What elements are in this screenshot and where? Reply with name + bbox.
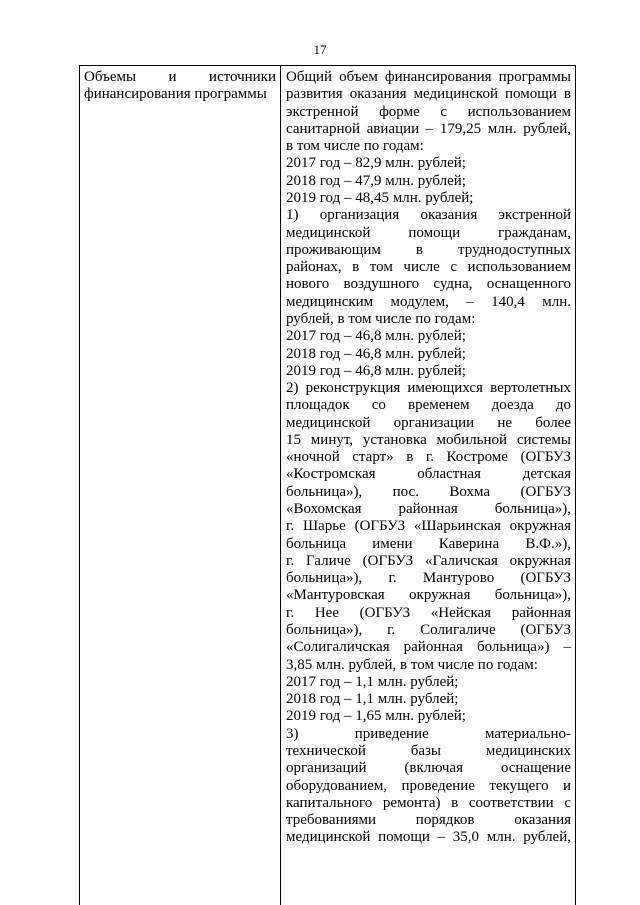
right-cell-line: «Мантуровская окружная больница»),	[286, 587, 571, 604]
right-cell-line: 3,85 млн. рублей, в том числе по годам:	[286, 656, 538, 673]
right-cell-line: требованиями порядков оказания	[286, 812, 571, 829]
right-cell-line: 2018 год – 1,1 млн. рублей;	[286, 691, 459, 708]
right-cell-line: 2019 год – 46,8 млн. рублей;	[286, 362, 466, 379]
right-cell-line: 2017 год – 1,1 млн. рублей;	[286, 673, 459, 690]
page-number: 17	[313, 42, 327, 57]
right-cell-line: «Солигаличская районная больница») –	[286, 639, 571, 656]
right-cell-line: 2017 год – 82,9 млн. рублей;	[286, 155, 466, 172]
right-cell-line: 3) приведение материально-	[286, 725, 571, 742]
right-cell-line: 15 минут, установка мобильной системы	[286, 431, 571, 448]
right-cell-line: «ночной старт» в г. Костроме (ОГБУЗ	[286, 449, 571, 466]
right-cell-line: «Вохомская районная больница»),	[286, 501, 571, 518]
right-cell-line: районах, в том числе с использованием	[286, 259, 571, 276]
right-cell-line: проживающим в труднодоступных	[286, 241, 571, 258]
right-cell-line: технической базы медицинских	[286, 742, 571, 759]
right-cell-line: нового воздушного судна, оснащенного	[286, 276, 571, 293]
right-cell-line: санитарной авиации – 179,25 млн. рублей,	[286, 120, 571, 137]
right-cell-line: 2018 год – 46,8 млн. рублей;	[286, 345, 466, 362]
right-cell-line: 2017 год – 46,8 млн. рублей;	[286, 328, 466, 345]
right-cell-line: медицинской помощи – 35,0 млн. рублей,	[286, 829, 571, 846]
right-cell-line: больница»), пос. Вохма (ОГБУЗ	[286, 483, 571, 500]
right-cell-line: больница имени Каверина В.Ф.»),	[286, 535, 571, 552]
right-cell-line: Общий объем финансирования программы	[286, 69, 571, 85]
right-cell-line: «Костромская областная детская	[286, 466, 571, 483]
right-cell-line: в том числе по годам:	[286, 138, 424, 155]
right-cell-line: оборудованием, проведение текущего и	[286, 777, 571, 794]
right-cell-line: 2019 год – 1,65 млн. рублей;	[286, 708, 466, 725]
right-cell-line: г. Нее (ОГБУЗ «Нейская районная	[286, 604, 571, 621]
right-cell-line: площадок со временем доезда до	[286, 397, 571, 414]
right-cell-line: медицинским модулем, – 140,4 млн.	[286, 293, 571, 310]
right-cell-line: г. Шарье (ОГБУЗ «Шарьинская окружная	[286, 518, 571, 535]
right-cell-line: больница»), г. Солигаличе (ОГБУЗ	[286, 622, 571, 638]
right-cell-line: рублей, в том числе по годам:	[286, 310, 476, 327]
column-divider	[280, 66, 281, 905]
financing-table	[79, 65, 576, 905]
right-cell-line: развития оказания медицинской помощи в	[286, 86, 571, 103]
right-cell-line: 2) реконструкция имеющихся вертолетных	[286, 380, 571, 397]
right-cell-line: организаций (включая оснащение	[286, 760, 571, 777]
left-cell-label	[84, 69, 276, 104]
right-cell-line: 1) организация оказания экстренной	[286, 207, 571, 224]
right-cell-line: 2019 год – 48,45 млн. рублей;	[286, 189, 474, 206]
right-cell-content	[286, 69, 571, 847]
right-cell-line: капитального ремонта) в соответствии с	[286, 794, 571, 811]
right-cell-line: медицинской организации не более	[286, 414, 571, 431]
left-cell-line: финансирования программы	[84, 86, 267, 103]
right-cell-line: экстренной форме с использованием	[286, 103, 571, 120]
right-cell-line: медицинской помощи гражданам,	[286, 224, 571, 241]
right-cell-line: г. Галиче (ОГБУЗ «Галичская окружная	[286, 552, 571, 569]
right-cell-line: больница»), г. Мантурово (ОГБУЗ	[286, 570, 571, 587]
right-cell-line: 2018 год – 47,9 млн. рублей;	[286, 172, 466, 189]
left-cell-line: Объемы и источники	[84, 69, 276, 85]
